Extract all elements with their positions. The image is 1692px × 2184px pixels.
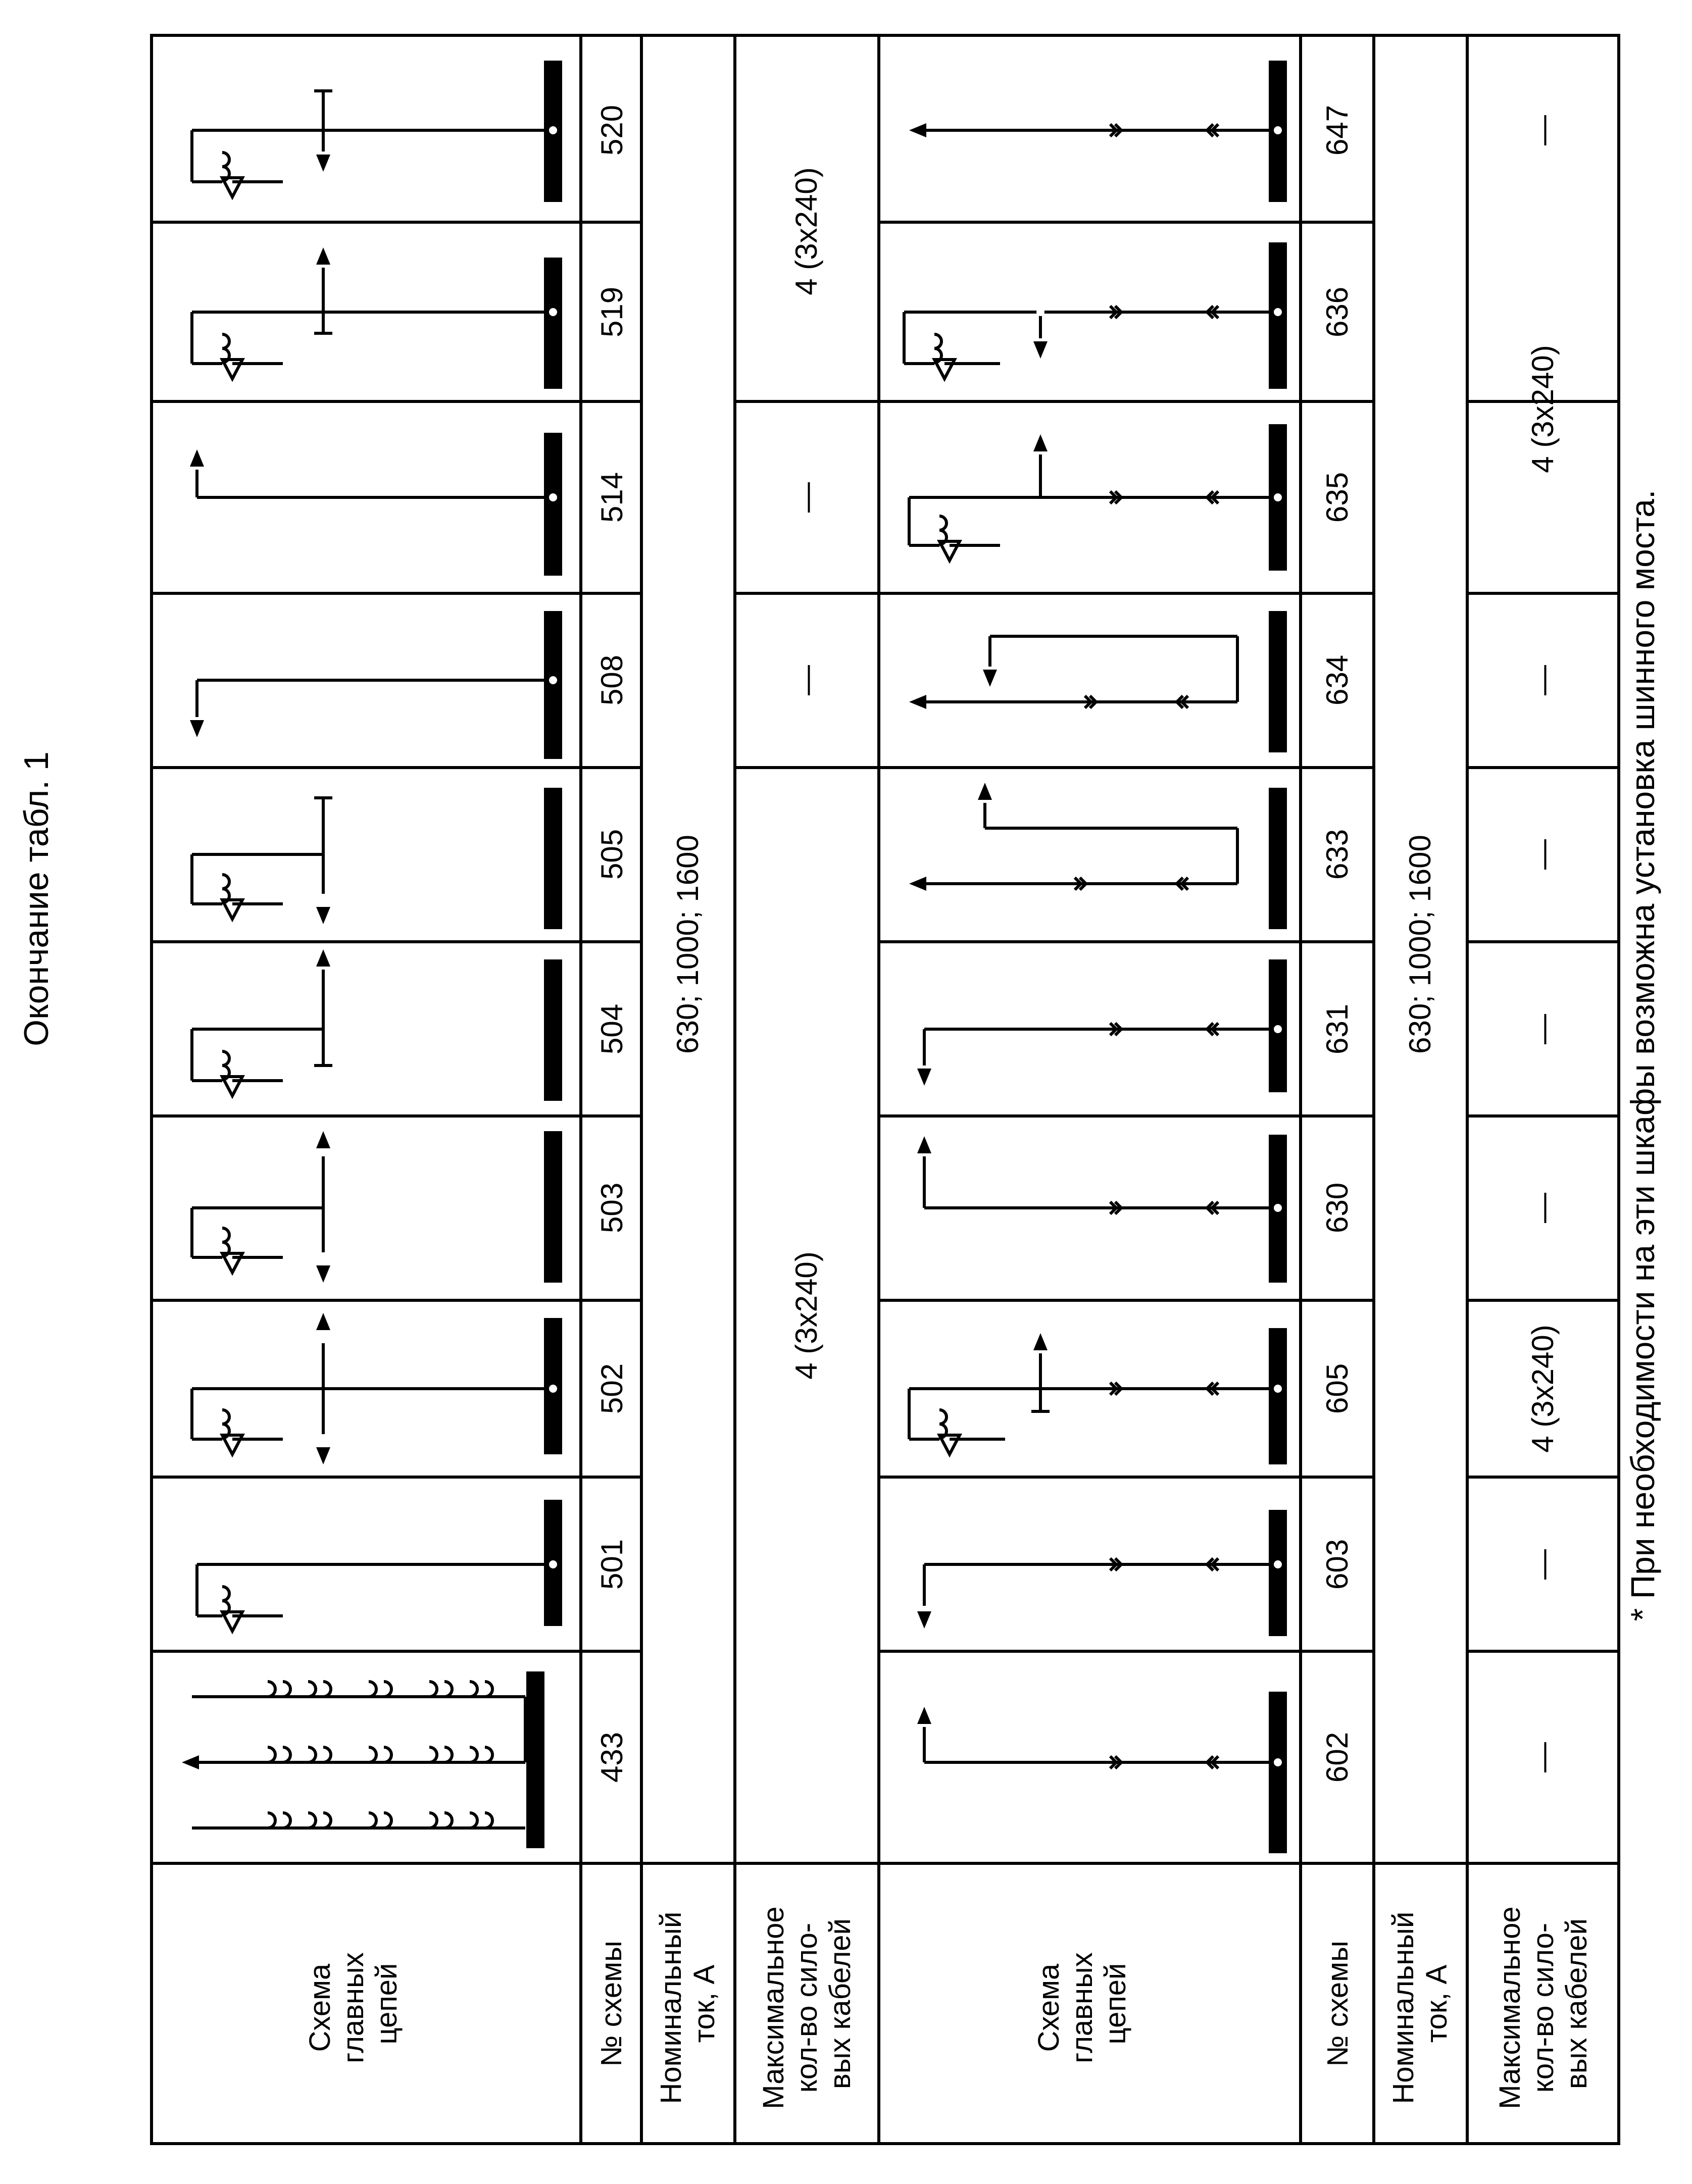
connection-dot bbox=[549, 126, 557, 134]
cables-values-top bbox=[789, 167, 823, 1379]
cables-value: — bbox=[1526, 1014, 1560, 1044]
busbar bbox=[1269, 788, 1287, 929]
coil-icon bbox=[222, 1051, 229, 1065]
connection-dot bbox=[549, 676, 557, 684]
arrow-down-icon bbox=[316, 907, 330, 924]
cables-value: — bbox=[789, 482, 823, 513]
cables-value: — bbox=[1526, 839, 1560, 870]
connection-dot bbox=[1274, 493, 1282, 501]
connection-dot bbox=[549, 1385, 557, 1393]
coil-icon bbox=[369, 1747, 391, 1762]
arrow-down-icon bbox=[983, 670, 997, 687]
arrow-left-icon bbox=[182, 1755, 199, 1769]
scheme-number-605: 605 bbox=[1320, 1363, 1354, 1414]
cables-value: 4 (3x240) bbox=[1526, 345, 1560, 473]
label-cables-top: Максимальное кол-во сило- вых кабелей bbox=[757, 1906, 857, 2109]
label-scheme-bottom: Схема главных цепей bbox=[1032, 1952, 1132, 2063]
busbar bbox=[526, 1671, 544, 1848]
label-number-bottom: № схемы bbox=[1321, 1941, 1354, 2067]
arrow-up-icon bbox=[1033, 434, 1048, 451]
arrow-up-icon bbox=[316, 247, 330, 265]
scheme-number-519: 519 bbox=[595, 286, 629, 338]
current-value-bottom: 630; 1000; 1600 bbox=[1403, 835, 1437, 1054]
arrow-down-icon bbox=[917, 1611, 931, 1629]
coil-icon bbox=[222, 153, 229, 167]
arrow-left-icon bbox=[909, 877, 926, 891]
coil-icon bbox=[369, 1682, 391, 1697]
arrow-down-icon bbox=[1033, 341, 1048, 359]
cables-value: 4 (3x240) bbox=[789, 1251, 823, 1380]
coil-icon bbox=[429, 1747, 452, 1762]
arrow-up-icon bbox=[316, 949, 330, 967]
arrow-down-icon bbox=[917, 1069, 931, 1086]
scheme-numbers-bottom bbox=[1320, 105, 1354, 1783]
coil-icon bbox=[939, 1410, 947, 1424]
coil-icon bbox=[222, 1587, 229, 1601]
scheme-number-630: 630 bbox=[1320, 1182, 1354, 1234]
label-current-top: Номинальный ток, А bbox=[655, 1911, 721, 2104]
arrow-up-icon bbox=[316, 1131, 330, 1148]
label-current-bottom: Номинальный ток, А bbox=[1387, 1911, 1453, 2104]
coil-icon bbox=[222, 334, 229, 348]
connection-dot bbox=[1274, 1204, 1282, 1212]
coil-icon bbox=[429, 1682, 452, 1697]
scheme-number-520: 520 bbox=[595, 105, 629, 156]
label-number-top: № схемы bbox=[595, 1941, 628, 2067]
connection-dot bbox=[1274, 308, 1282, 316]
cables-value: — bbox=[1526, 1742, 1560, 1772]
label-cables-bottom: Максимальное кол-во сило- вых кабелей bbox=[1494, 1906, 1593, 2109]
cables-value: — bbox=[1526, 665, 1560, 695]
footnote: * При необходимости на эти шкафы возможна установка шинного моста. bbox=[1624, 489, 1661, 1621]
scheme-number-433: 433 bbox=[595, 1732, 629, 1783]
coil-icon bbox=[308, 1813, 331, 1828]
cables-value: — bbox=[1526, 115, 1560, 145]
arrow-left-icon bbox=[909, 695, 926, 709]
connection-dot bbox=[1036, 308, 1044, 316]
arrow-down-icon bbox=[190, 720, 204, 737]
scheme-number-634: 634 bbox=[1320, 654, 1354, 706]
busbar bbox=[1269, 1328, 1287, 1464]
coil-icon bbox=[308, 1747, 331, 1762]
coil-icon bbox=[308, 1682, 331, 1697]
arrow-up-icon bbox=[1033, 1333, 1048, 1350]
arrow-up-icon bbox=[190, 449, 204, 467]
scheme-number-504: 504 bbox=[595, 1003, 629, 1055]
coil-icon bbox=[470, 1813, 492, 1828]
scheme-number-503: 503 bbox=[595, 1182, 629, 1234]
busbar bbox=[544, 1131, 562, 1283]
arrow-up-icon bbox=[978, 783, 992, 800]
scheme-number-647: 647 bbox=[1320, 105, 1354, 156]
cables-value: — bbox=[789, 665, 823, 695]
connection-dot bbox=[549, 493, 557, 501]
coil-icon bbox=[222, 1228, 229, 1242]
busbar bbox=[1269, 1510, 1287, 1636]
arrow-down-icon bbox=[316, 1265, 330, 1283]
connection-dot bbox=[1274, 1758, 1282, 1766]
arrow-up-icon bbox=[917, 1136, 931, 1153]
cables-value: 4 (3x240) bbox=[789, 167, 823, 295]
scheme-number-631: 631 bbox=[1320, 1003, 1354, 1055]
cables-value: — bbox=[1526, 1549, 1560, 1580]
label-scheme-top: Схема главных цепей bbox=[304, 1952, 403, 2063]
row-labels bbox=[304, 1898, 1593, 2109]
scheme-number-603: 603 bbox=[1320, 1539, 1354, 1590]
coil-icon bbox=[369, 1813, 391, 1828]
scheme-number-602: 602 bbox=[1320, 1732, 1354, 1783]
page-title: Окончание табл. 1 bbox=[17, 751, 56, 1046]
scheme-number-508: 508 bbox=[595, 654, 629, 706]
current-value-top: 630; 1000; 1600 bbox=[671, 835, 705, 1054]
connection-dot bbox=[549, 1560, 557, 1568]
connection-dot bbox=[1274, 1025, 1282, 1033]
scheme-number-501: 501 bbox=[595, 1539, 629, 1590]
scheme-number-502: 502 bbox=[595, 1363, 629, 1414]
busbar bbox=[544, 258, 562, 389]
scheme-numbers-top bbox=[595, 105, 629, 1783]
busbar bbox=[544, 434, 562, 576]
coil-icon bbox=[268, 1747, 290, 1762]
coil-icon bbox=[268, 1813, 290, 1828]
scheme-number-633: 633 bbox=[1320, 829, 1354, 880]
cables-value: 4 (3x240) bbox=[1526, 1325, 1560, 1453]
arrow-down-icon bbox=[316, 155, 330, 172]
scheme-number-635: 635 bbox=[1320, 472, 1354, 523]
scheme-number-505: 505 bbox=[595, 829, 629, 880]
coil-icon bbox=[268, 1682, 290, 1697]
scheme-number-636: 636 bbox=[1320, 286, 1354, 338]
coil-icon bbox=[470, 1747, 492, 1762]
coil-icon bbox=[470, 1682, 492, 1697]
busbar bbox=[544, 788, 562, 929]
coil-icon bbox=[222, 875, 229, 889]
coil-icon bbox=[429, 1813, 452, 1828]
coil-icon bbox=[934, 334, 941, 348]
arrow-up-icon bbox=[316, 1313, 330, 1330]
arrow-left-icon bbox=[909, 123, 926, 137]
busbar bbox=[544, 959, 562, 1101]
cables-value: — bbox=[1526, 1193, 1560, 1223]
arrow-down-icon bbox=[316, 1447, 330, 1464]
busbar bbox=[1269, 611, 1287, 752]
connection-dot bbox=[1274, 1560, 1282, 1568]
connection-dot bbox=[1274, 1385, 1282, 1393]
cables-values-bottom bbox=[1526, 115, 1560, 1772]
busbar bbox=[1269, 1692, 1287, 1853]
connection-dot bbox=[1274, 126, 1282, 134]
coil-icon bbox=[939, 516, 947, 530]
arrow-up-icon bbox=[917, 1707, 931, 1724]
connection-dot bbox=[549, 308, 557, 316]
scheme-number-514: 514 bbox=[595, 472, 629, 523]
coil-icon bbox=[222, 1410, 229, 1424]
